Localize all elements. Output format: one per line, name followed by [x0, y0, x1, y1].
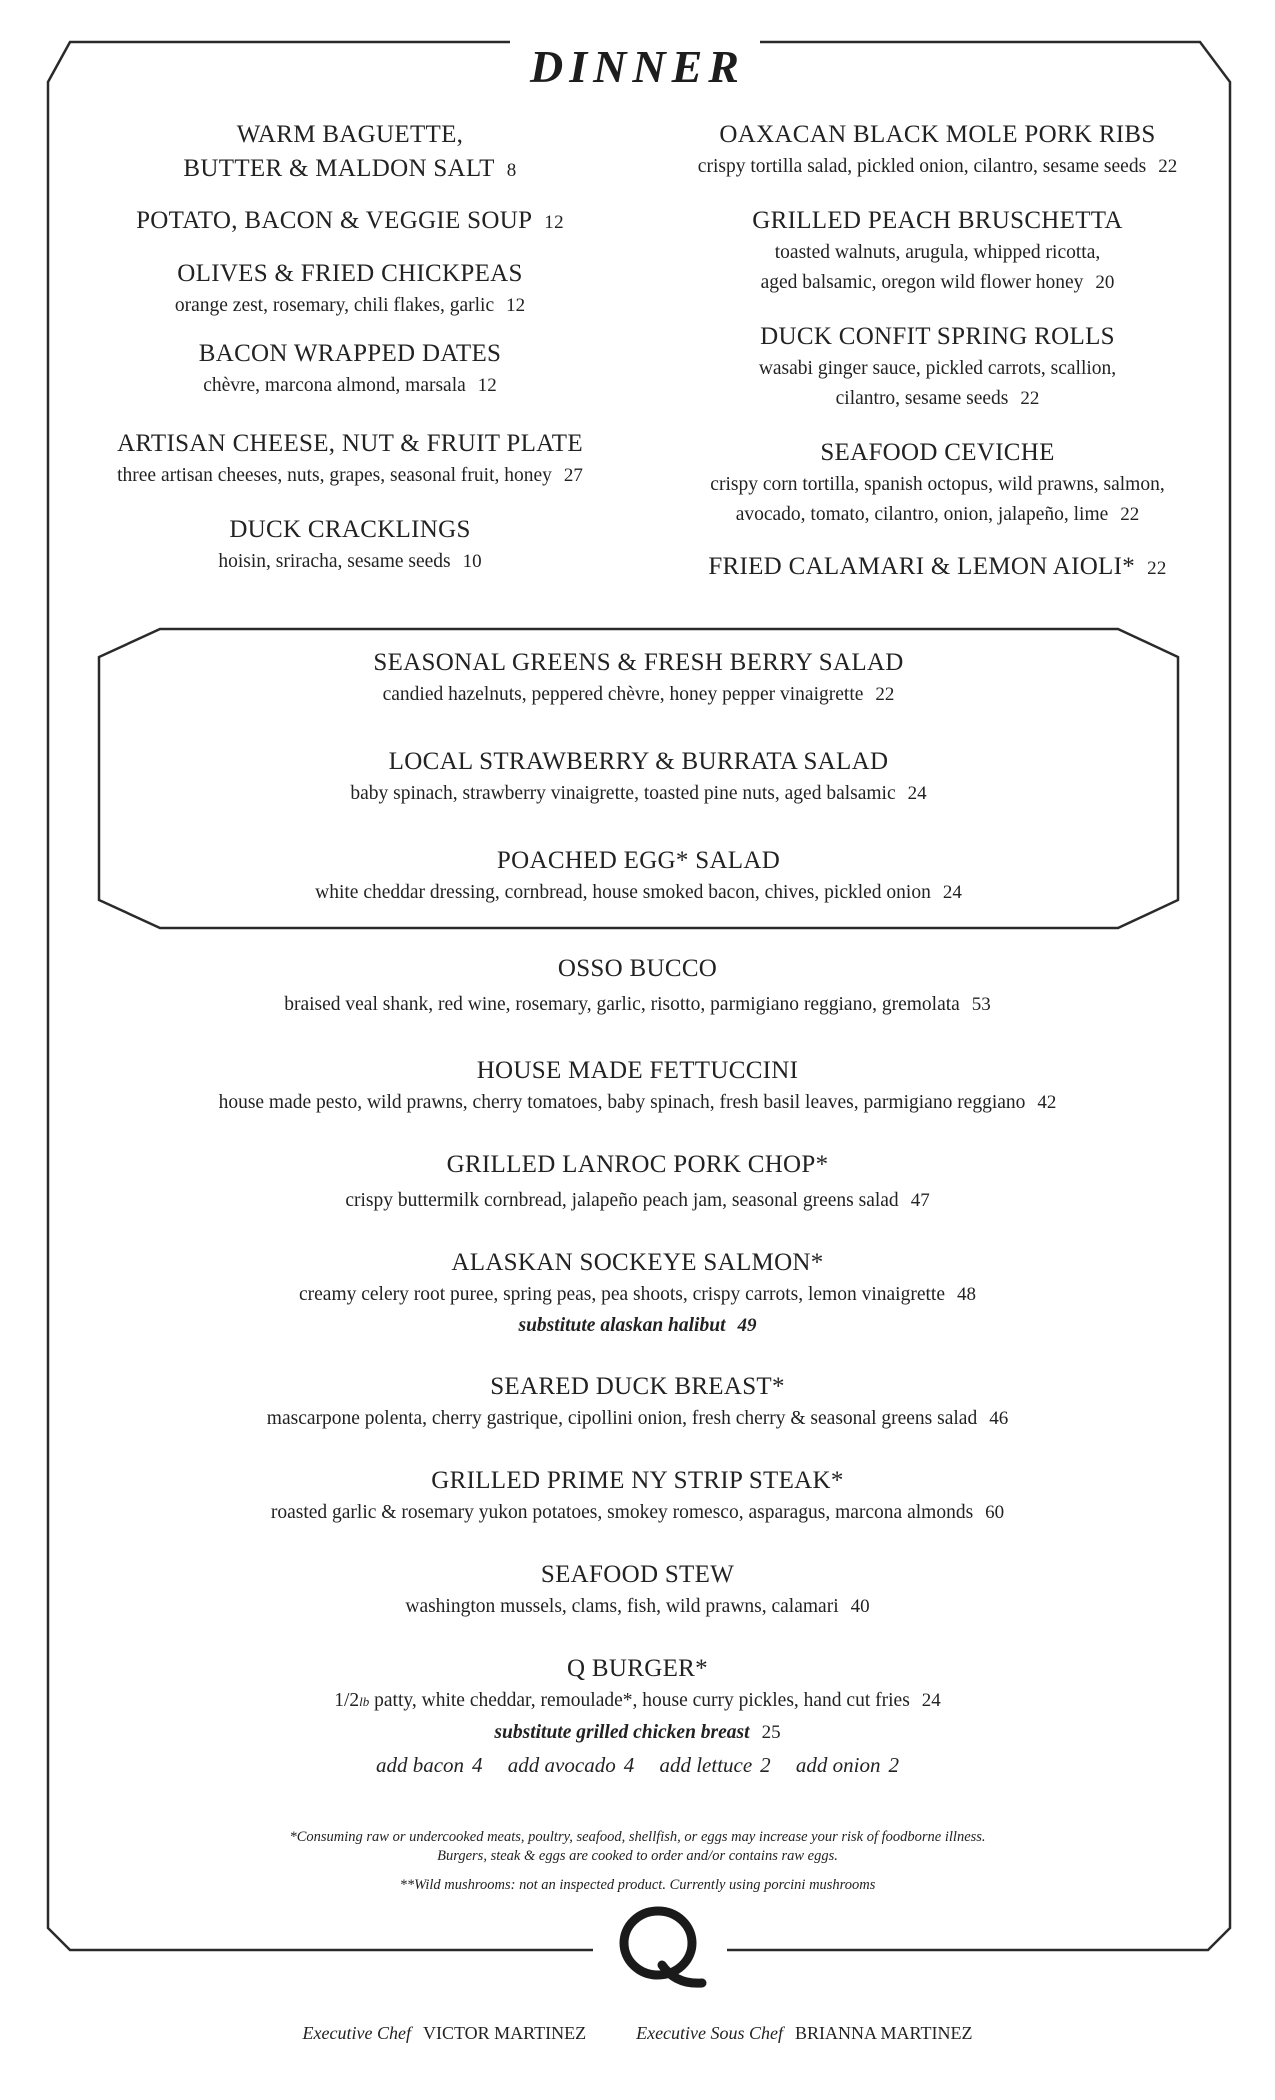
item-description-text: braised veal shank, red wine, rosemary, garlic, risotto, parmigiano reggiano, gremolata: [284, 994, 960, 1015]
item-description-text: white cheddar dressing, cornbread, house smoked bacon, chives, pickled onion: [315, 882, 931, 903]
item-name: GRILLED PEACH BRUSCHETTA: [752, 207, 1123, 234]
addon-avocado: [508, 1753, 634, 1777]
item-name-text: FRIED CALAMARI & LEMON AIOLI*: [708, 553, 1136, 580]
menu-item: [55, 1054, 1220, 1118]
item-name: POACHED EGG* SALAD: [496, 847, 781, 874]
chef-credits: [0, 2023, 1275, 2044]
item-price: 20: [1095, 272, 1115, 293]
substitution-text: substitute grilled chicken breast: [494, 1722, 750, 1743]
item-name: GRILLED PRIME NY STRIP STEAK*: [431, 1467, 844, 1494]
addon-label: add onion: [795, 1753, 881, 1777]
item-description: [97, 779, 1180, 809]
menu-item: [650, 550, 1225, 586]
addon-lettuce: [659, 1753, 770, 1777]
item-description: [55, 291, 645, 321]
item-description: [55, 547, 645, 577]
menu-item: [55, 204, 645, 240]
menu-item: [55, 337, 645, 401]
item-description-text: candied hazelnuts, peppered chèvre, honey pepper vinaigrette: [382, 684, 864, 705]
item-name: OAXACAN BLACK MOLE PORK RIBS: [719, 121, 1156, 148]
item-price: 22: [1158, 156, 1178, 177]
addon-label: add avocado: [507, 1753, 616, 1777]
substitution-text: substitute alaskan halibut: [518, 1315, 726, 1336]
item-description-line-2: [650, 500, 1225, 530]
menu-item: [55, 257, 645, 321]
addon-price: 4: [623, 1753, 635, 1777]
item-name-text: BUTTER & MALDON SALT: [183, 155, 495, 182]
item-description-text: patty, white cheddar, remoulade*, house curry pickles, hand cut fries: [374, 1690, 910, 1711]
burger-addons: [55, 1749, 1220, 1781]
item-description-text: cilantro, sesame seeds: [835, 388, 1009, 409]
menu-title: DINNER: [530, 41, 745, 92]
item-name: SEARED DUCK BREAST*: [490, 1373, 785, 1400]
menu-item: [55, 1148, 1220, 1216]
menu-item: [97, 646, 1180, 710]
menu-item: [97, 745, 1180, 809]
item-description-text: aged balsamic, oregon wild flower honey: [760, 272, 1084, 293]
item-description: [55, 1280, 1220, 1310]
menu-item: [55, 513, 645, 577]
item-description: [55, 371, 645, 401]
item-name: OSSO BUCCO: [557, 955, 718, 982]
item-description: [55, 1088, 1220, 1118]
item-description: [97, 878, 1180, 908]
item-substitution: [55, 1717, 1220, 1749]
sous-chef-name: BRIANNA MARTINEZ: [795, 2023, 973, 2043]
item-price: 53: [971, 994, 991, 1015]
item-description: [650, 152, 1225, 182]
item-name: SEASONAL GREENS & FRESH BERRY SALAD: [373, 649, 904, 676]
item-price: 46: [989, 1408, 1009, 1429]
item-price: 22: [1020, 388, 1040, 409]
item-description-text: creamy celery root puree, spring peas, pea shoots, crispy carrots, lemon vinaigrette: [299, 1284, 945, 1305]
item-description: [55, 461, 645, 491]
item-price: 27: [563, 465, 583, 486]
item-name: DUCK CONFIT SPRING ROLLS: [760, 323, 1115, 350]
item-price: 47: [910, 1190, 930, 1211]
executive-chef-name: VICTOR MARTINEZ: [422, 2023, 587, 2043]
item-description: [55, 990, 1220, 1020]
entrees-section: [55, 952, 1220, 1781]
item-description-text: mascarpone polenta, cherry gastrique, cipollini onion, fresh cherry & seasonal greens salad: [266, 1408, 978, 1429]
menu-item: [55, 1464, 1220, 1528]
addon-price: 2: [760, 1753, 771, 1777]
item-description-text: baby spinach, strawberry vinaigrette, toasted pine nuts, aged balsamic: [350, 783, 896, 804]
item-price: 24: [907, 783, 927, 804]
item-price: 12: [477, 375, 497, 396]
item-description-text: crispy buttermilk cornbread, jalapeño peach jam, seasonal greens salad: [345, 1190, 899, 1211]
menu-item: [650, 436, 1225, 530]
item-price: 22: [1147, 558, 1167, 579]
starters-right-column: [650, 118, 1225, 586]
substitution-price: 25: [761, 1722, 781, 1743]
addon-price: 2: [888, 1753, 900, 1777]
menu-item: [650, 118, 1225, 182]
item-description: [55, 1186, 1220, 1216]
item-name: SEAFOOD STEW: [540, 1561, 735, 1588]
item-name: Q BURGER*: [567, 1655, 708, 1682]
burger-weight-unit: lb: [359, 1694, 370, 1709]
q-logo-icon: [610, 1905, 710, 1995]
item-name-line-2: [55, 152, 645, 188]
item-description-text: hoisin, sriracha, sesame seeds: [218, 551, 451, 572]
addon-label: add lettuce: [659, 1753, 753, 1777]
disclaimer: [55, 1828, 1220, 1895]
menu-item: [650, 204, 1225, 298]
item-name: SEAFOOD CEVICHE: [820, 439, 1055, 466]
item-description: [55, 1592, 1220, 1622]
item-name-text: POTATO, BACON & VEGGIE SOUP: [136, 207, 533, 234]
item-price: 60: [985, 1502, 1005, 1523]
disclaimer-line-3: **Wild mushrooms: not an inspected product. Currently using porcini mushrooms: [399, 1877, 876, 1893]
substitution-price: 49: [737, 1315, 757, 1336]
item-description-text: crispy tortilla salad, pickled onion, cilantro, sesame seeds: [697, 156, 1147, 177]
item-name: ARTISAN CHEESE, NUT & FRUIT PLATE: [117, 430, 583, 457]
sous-chef-role: Executive Sous Chef: [636, 2023, 784, 2043]
menu-item: [55, 118, 645, 188]
item-price: 8: [506, 160, 517, 181]
item-price: 24: [942, 882, 962, 903]
item-price: 12: [506, 295, 526, 316]
addon-price: 4: [472, 1753, 483, 1777]
item-name: BACON WRAPPED DATES: [198, 340, 502, 367]
item-description: [55, 1686, 1220, 1717]
item-price: 12: [544, 212, 564, 233]
disclaimer-line-2: Burgers, steak & eggs are cooked to order and/or contains raw eggs.: [437, 1848, 838, 1864]
menu-item: [55, 1246, 1220, 1342]
item-name: OLIVES & FRIED CHICKPEAS: [177, 260, 523, 287]
item-name: [55, 204, 645, 240]
item-price: 10: [462, 551, 482, 572]
menu-item: [55, 1558, 1220, 1622]
item-name: LOCAL STRAWBERRY & BURRATA SALAD: [388, 748, 889, 775]
item-description-text: avocado, tomato, cilantro, onion, jalapeño, lime: [735, 504, 1109, 525]
menu-item: [55, 952, 1220, 1020]
item-name: ALASKAN SOCKEYE SALMON*: [451, 1249, 824, 1276]
addon-label: add bacon: [375, 1753, 465, 1777]
item-description-text: three artisan cheeses, nuts, grapes, seasonal fruit, honey: [117, 465, 552, 486]
menu-item-burger: [55, 1652, 1220, 1781]
item-name: [650, 550, 1225, 586]
item-description-text: roasted garlic & rosemary yukon potatoes, smokey romesco, asparagus, marcona almonds: [270, 1502, 974, 1523]
item-price: 22: [875, 684, 895, 705]
menu-item: [650, 320, 1225, 414]
item-description: crispy corn tortilla, spanish octopus, wild prawns, salmon,: [710, 474, 1165, 495]
item-name: DUCK CRACKLINGS: [229, 516, 471, 543]
item-description: [97, 680, 1180, 710]
item-name: GRILLED LANROC PORK CHOP*: [446, 1151, 829, 1178]
item-description: toasted walnuts, arugula, whipped ricotta,: [774, 242, 1101, 263]
item-description-text: chèvre, marcona almond, marsala: [203, 375, 466, 396]
executive-chef-role: Executive Chef: [302, 2023, 411, 2043]
menu-item: [55, 427, 645, 491]
item-price: 24: [921, 1690, 941, 1711]
menu-item: [55, 1370, 1220, 1434]
starters-left-column: [55, 118, 645, 577]
item-description-text: washington mussels, clams, fish, wild prawns, calamari: [405, 1596, 839, 1617]
salad-section: [97, 646, 1180, 908]
item-description-text: orange zest, rosemary, chili flakes, garlic: [174, 295, 495, 316]
addon-onion: [796, 1753, 899, 1777]
menu-item: [97, 844, 1180, 908]
item-description-text: house made pesto, wild prawns, cherry tomatoes, baby spinach, fresh basil leaves, parmigiano reggiano: [218, 1092, 1026, 1113]
item-price: 42: [1037, 1092, 1057, 1113]
item-price: 48: [956, 1284, 976, 1305]
item-substitution: [55, 1310, 1220, 1342]
item-name: HOUSE MADE FETTUCCINI: [476, 1057, 799, 1084]
item-name: WARM BAGUETTE,: [236, 121, 464, 148]
item-price: 22: [1120, 504, 1140, 525]
item-description: [55, 1498, 1220, 1528]
item-description: wasabi ginger sauce, pickled carrots, scallion,: [758, 358, 1117, 379]
disclaimer-line-1: *Consuming raw or undercooked meats, poultry, seafood, shellfish, or eggs may increase your risk of foodborne illness.: [289, 1829, 986, 1845]
addon-bacon: [376, 1753, 483, 1777]
burger-weight: 1/2: [334, 1690, 360, 1711]
item-price: 40: [850, 1596, 870, 1617]
item-description-line-2: [650, 268, 1225, 298]
item-description-line-2: [650, 384, 1225, 414]
item-description: [55, 1404, 1220, 1434]
